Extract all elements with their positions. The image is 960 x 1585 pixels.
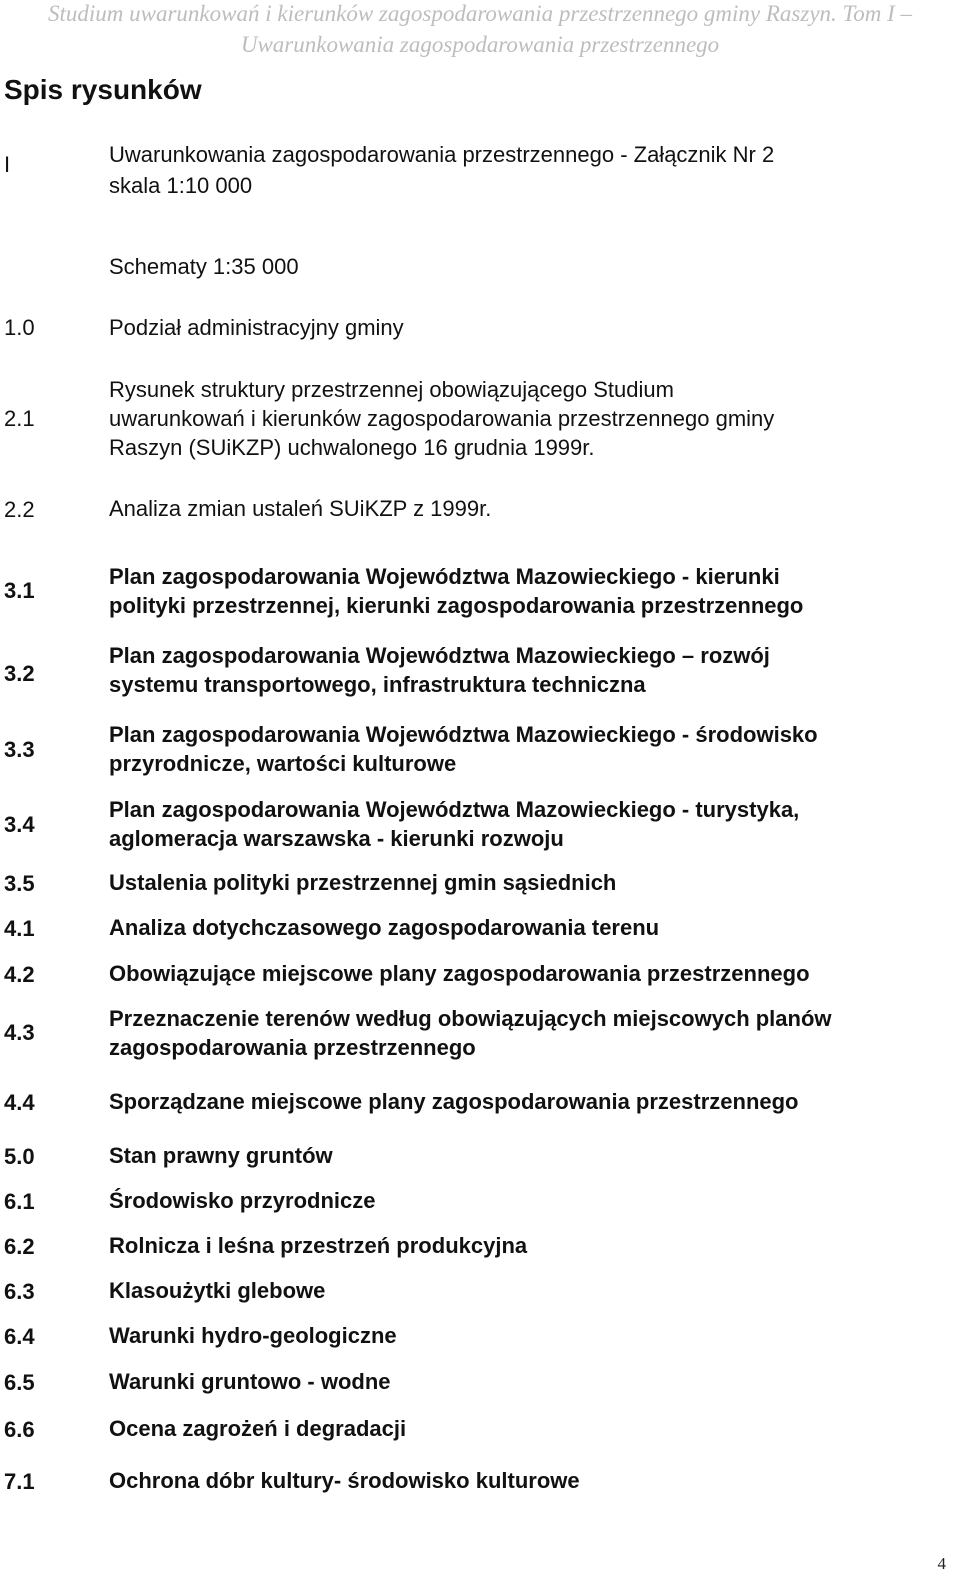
entry-text: uwarunkowań i kierunków zagospodarowania przestrzennego gminy [109,406,775,431]
entry-text: polityki przestrzennej, kierunki zagospodarowania przestrzennego [109,593,804,618]
entry-text: Rysunek struktury przestrzennej obowiązującego Studium [109,377,674,402]
entry-number: 2.2 [4,497,35,522]
entry-number: 1.0 [4,315,35,340]
entry-number: 6.3 [4,1279,35,1304]
entry-number: 3.5 [4,871,35,896]
entry-text: Plan zagospodarowania Województwa Mazowieckiego – rozwój [109,643,770,668]
entry-text: Ochrona dóbr kultury- środowisko kulturowe [109,1468,580,1493]
entry-text: Podział administracyjny gminy [109,315,404,340]
entry-number: 4.2 [4,962,35,987]
entry-text: Plan zagospodarowania Województwa Mazowieckiego - turystyka, [109,797,800,822]
entry-text: Przeznaczenie terenów według obowiązujących miejscowych planów [109,1006,832,1031]
entry-number: 4.4 [4,1090,35,1115]
page-number: 4 [937,1554,946,1573]
entry-text: Rolnicza i leśna przestrzeń produkcyjna [109,1233,528,1258]
entry-number: 6.4 [4,1324,35,1349]
entry-text: systemu transportowego, infrastruktura techniczna [109,672,646,697]
entry-number: 6.5 [4,1370,35,1395]
entry-text: Warunki gruntowo - wodne [109,1369,391,1394]
section-subheading: Schematy 1:35 000 [109,254,299,279]
entry-number: 3.2 [4,661,35,686]
entry-number: 3.3 [4,737,35,762]
entry-number: 5.0 [4,1144,35,1169]
entry-text: Obowiązujące miejscowe plany zagospodarowania przestrzennego [109,961,810,986]
entry-text: zagospodarowania przestrzennego [109,1035,476,1060]
entry-text: Warunki hydro-geologiczne [109,1323,397,1348]
entry-number: 7.1 [4,1469,35,1494]
entry-text: Ustalenia polityki przestrzennej gmin sąsiednich [109,870,617,895]
entry-number: I [4,152,11,177]
entry-text: Plan zagospodarowania Województwa Mazowieckiego - środowisko [109,722,818,747]
entry-number: 2.1 [4,406,35,431]
entry-text: aglomeracja warszawska - kierunki rozwoju [109,826,564,851]
entry-number: 6.2 [4,1234,35,1259]
entry-text: skala 1:10 000 [109,173,253,198]
entry-text: Środowisko przyrodnicze [109,1188,376,1213]
entry-text: przyrodnicze, wartości kulturowe [109,751,457,776]
entry-text: Analiza dotychczasowego zagospodarowania terenu [109,915,660,940]
entry-number: 6.1 [4,1189,35,1214]
entry-text: Raszyn (SUiKZP) uchwalonego 16 grudnia 1999r. [109,435,595,460]
entry-text: Stan prawny gruntów [109,1143,333,1168]
entry-text: Klasoużytki glebowe [109,1278,326,1303]
entry-number: 3.1 [4,578,35,603]
entry-number: 4.1 [4,916,35,941]
page-title: Spis rysunków [4,74,202,105]
running-header-line2: Uwarunkowania zagospodarowania przestrzennego [240,32,720,57]
entry-number: 4.3 [4,1020,35,1045]
running-header-line1: Studium uwarunkowań i kierunków zagospodarowania przestrzennego gminy Raszyn. Tom I – [48,1,912,26]
entry-text: Sporządzane miejscowe plany zagospodarowania przestrzennego [109,1089,799,1114]
entry-text: Plan zagospodarowania Województwa Mazowieckiego - kierunki [109,564,780,589]
entry-text: Uwarunkowania zagospodarowania przestrzennego - Załącznik Nr 2 [109,142,775,167]
entry-text: Analiza zmian ustaleń SUiKZP z 1999r. [109,496,492,521]
entry-number: 3.4 [4,812,35,837]
entry-number: 6.6 [4,1417,35,1442]
entry-text: Ocena zagrożeń i degradacji [109,1416,407,1441]
